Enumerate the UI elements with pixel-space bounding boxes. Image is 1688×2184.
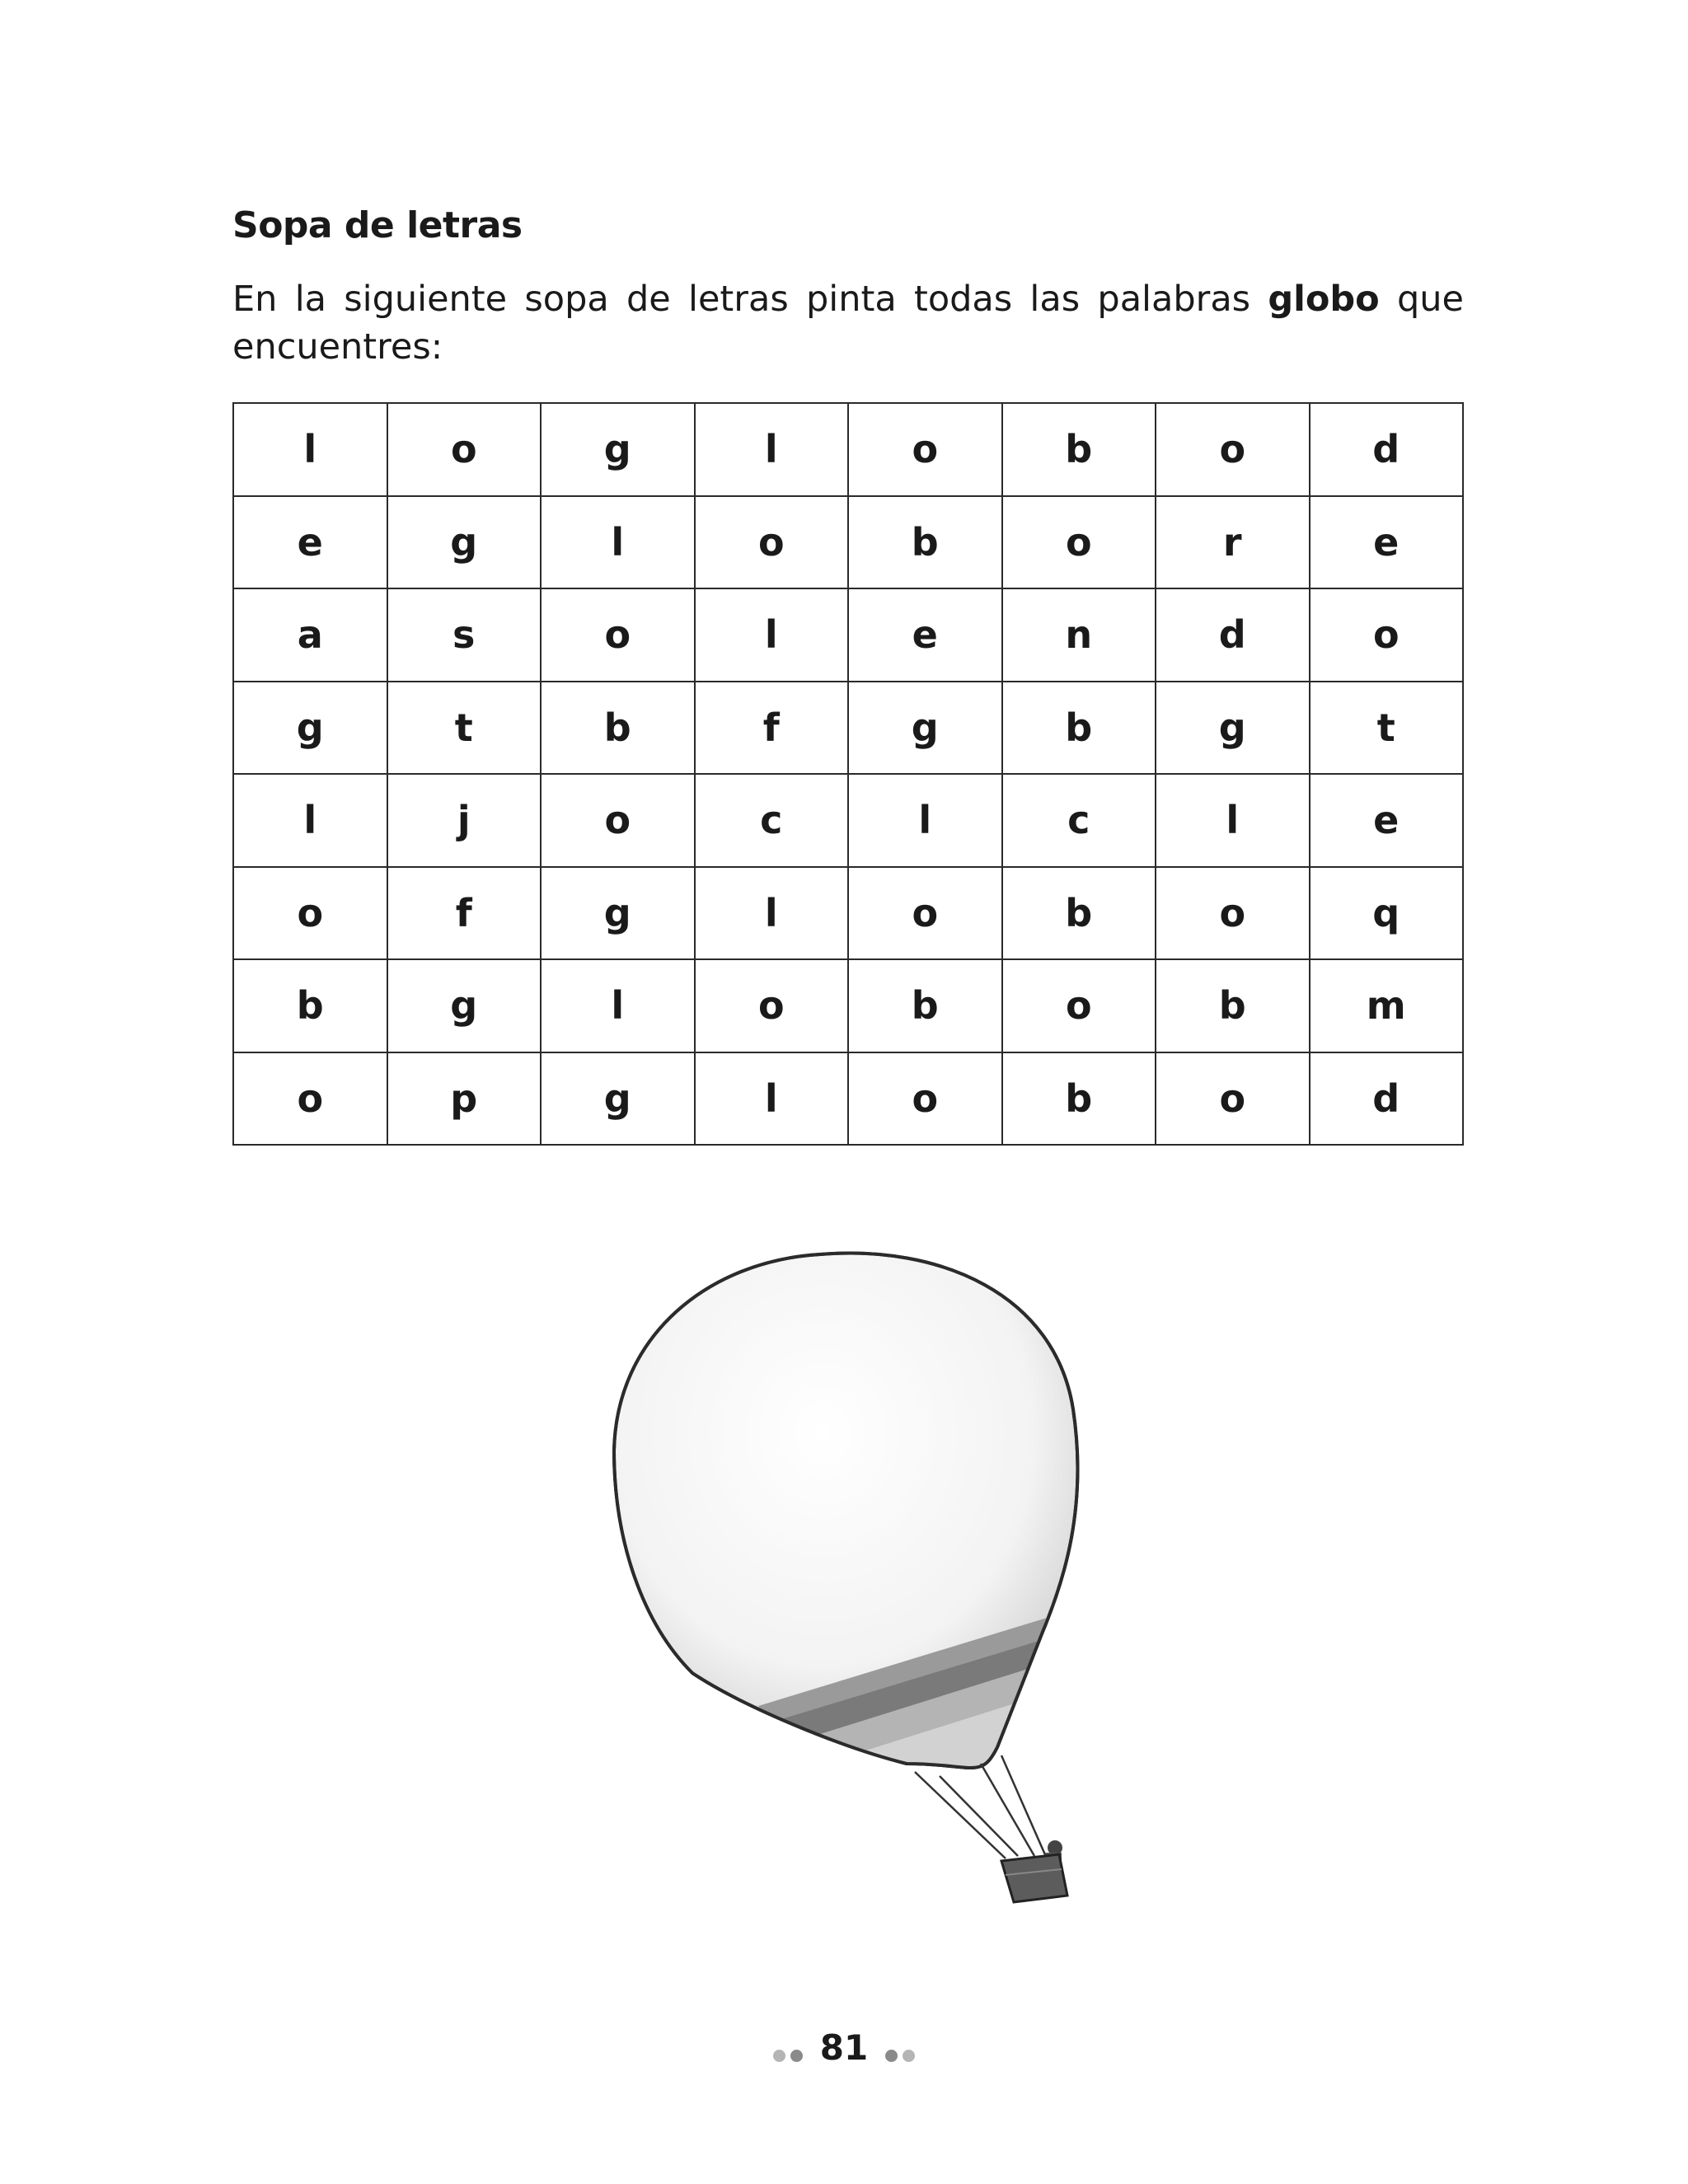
grid-cell[interactable]: b <box>1002 1052 1156 1146</box>
grid-cell[interactable]: b <box>848 959 1002 1052</box>
dots-right-icon <box>883 2030 917 2070</box>
grid-cell[interactable]: g <box>541 403 695 496</box>
grid-cell[interactable]: o <box>848 403 1002 496</box>
grid-cell[interactable]: l <box>848 774 1002 867</box>
grid-cell[interactable]: e <box>1310 496 1464 589</box>
grid-cell[interactable]: t <box>1310 682 1464 775</box>
grid-row <box>233 774 1463 867</box>
grid-cell[interactable]: e <box>233 496 387 589</box>
grid-cell[interactable]: g <box>541 1052 695 1146</box>
grid-cell[interactable]: d <box>1310 403 1464 496</box>
grid-row <box>233 403 1463 496</box>
grid-cell[interactable]: d <box>1310 1052 1464 1146</box>
grid-cell[interactable]: o <box>1156 867 1310 960</box>
grid-row <box>233 959 1463 1052</box>
grid-cell[interactable]: l <box>1156 774 1310 867</box>
grid-cell[interactable]: c <box>695 774 849 867</box>
grid-cell[interactable]: b <box>1002 867 1156 960</box>
grid-cell[interactable]: a <box>233 588 387 682</box>
grid-cell[interactable]: o <box>233 867 387 960</box>
grid-cell[interactable]: o <box>233 1052 387 1146</box>
target-word: globo <box>1268 279 1380 320</box>
grid-cell[interactable]: l <box>695 588 849 682</box>
grid-cell[interactable]: g <box>233 682 387 775</box>
grid-cell[interactable]: e <box>1310 774 1464 867</box>
grid-cell[interactable]: o <box>695 496 849 589</box>
grid-row <box>233 496 1463 589</box>
grid-cell[interactable]: s <box>387 588 542 682</box>
grid-cell[interactable]: o <box>848 867 1002 960</box>
grid-row <box>233 588 1463 682</box>
grid-cell[interactable]: l <box>541 959 695 1052</box>
grid-cell[interactable]: l <box>695 1052 849 1146</box>
grid-cell[interactable]: o <box>1310 588 1464 682</box>
dots-left-icon <box>771 2030 805 2070</box>
word-search-grid <box>232 402 1464 1146</box>
instructions-text-end: que encuentres: <box>232 279 1465 368</box>
grid-cell[interactable]: t <box>387 682 542 775</box>
page-title: Sopa de letras <box>232 204 523 246</box>
grid-cell[interactable]: l <box>541 496 695 589</box>
grid-cell[interactable]: l <box>233 774 387 867</box>
grid-cell[interactable]: o <box>848 1052 1002 1146</box>
page-number <box>0 2027 1688 2070</box>
grid-cell[interactable]: o <box>1156 403 1310 496</box>
grid-cell[interactable]: g <box>387 496 542 589</box>
grid-cell[interactable]: d <box>1156 588 1310 682</box>
grid-cell[interactable]: m <box>1310 959 1464 1052</box>
grid-cell[interactable]: o <box>541 774 695 867</box>
grid-cell[interactable]: o <box>541 588 695 682</box>
grid-row <box>233 682 1463 775</box>
grid-cell[interactable]: b <box>233 959 387 1052</box>
page-number-value: 81 <box>819 2027 869 2068</box>
grid-cell[interactable]: q <box>1310 867 1464 960</box>
grid-cell[interactable]: o <box>387 403 542 496</box>
grid-cell[interactable]: g <box>541 867 695 960</box>
hot-air-balloon-icon <box>593 1236 1104 1920</box>
grid-cell[interactable]: r <box>1156 496 1310 589</box>
instructions-text-start: En la siguiente sopa de letras pinta todas las palabras <box>232 279 1268 320</box>
grid-cell[interactable]: b <box>1156 959 1310 1052</box>
grid-cell[interactable]: l <box>695 403 849 496</box>
grid-cell[interactable]: g <box>848 682 1002 775</box>
grid-cell[interactable]: l <box>695 867 849 960</box>
grid-cell[interactable]: b <box>1002 682 1156 775</box>
grid-row <box>233 1052 1463 1146</box>
grid-cell[interactable]: f <box>387 867 542 960</box>
grid-cell[interactable]: o <box>1156 1052 1310 1146</box>
grid-cell[interactable]: b <box>541 682 695 775</box>
grid-cell[interactable]: p <box>387 1052 542 1146</box>
grid-cell[interactable]: e <box>848 588 1002 682</box>
grid-cell[interactable]: b <box>1002 403 1156 496</box>
grid-cell[interactable]: o <box>1002 496 1156 589</box>
grid-cell[interactable]: g <box>387 959 542 1052</box>
grid-cell[interactable]: g <box>1156 682 1310 775</box>
grid-cell[interactable]: b <box>848 496 1002 589</box>
grid-cell[interactable]: c <box>1002 774 1156 867</box>
grid-row <box>233 867 1463 960</box>
instructions <box>232 275 1464 371</box>
grid-cell[interactable]: o <box>695 959 849 1052</box>
grid-cell[interactable]: f <box>695 682 849 775</box>
grid-cell[interactable]: l <box>233 403 387 496</box>
grid-cell[interactable]: j <box>387 774 542 867</box>
grid-cell[interactable]: o <box>1002 959 1156 1052</box>
grid-cell[interactable]: n <box>1002 588 1156 682</box>
